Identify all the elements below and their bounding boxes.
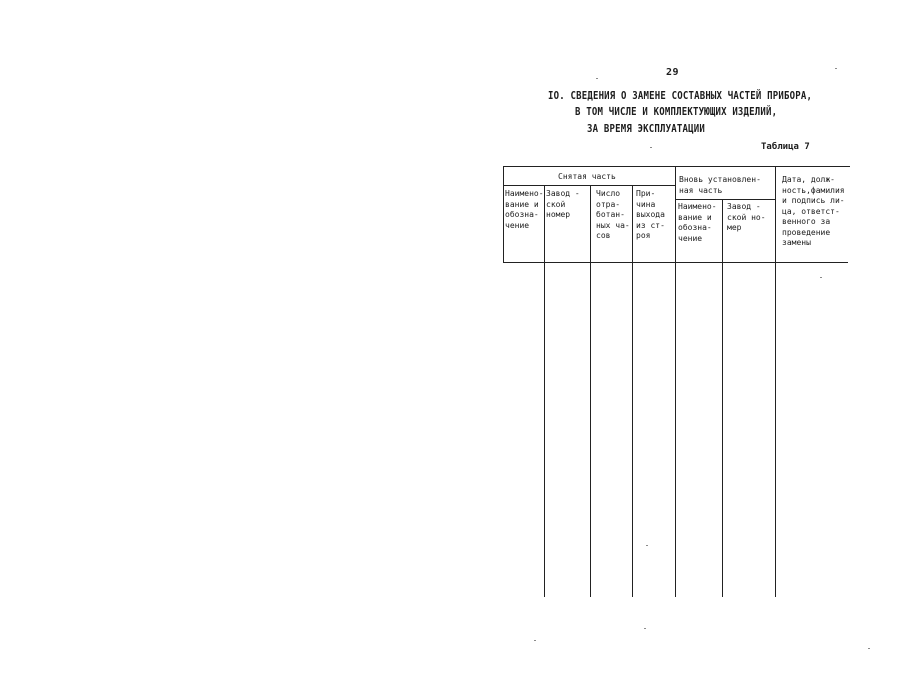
table-top-rule (503, 166, 850, 167)
table-left-edge (503, 166, 504, 263)
scan-speck (596, 78, 598, 79)
col-divider-3 (632, 185, 633, 597)
removed-reason-header: При- чина выхода из ст- роя (636, 189, 665, 240)
table-label: Таблица 7 (761, 142, 810, 152)
scan-speck (820, 277, 822, 278)
page-number: 29 (666, 67, 680, 78)
installed-group-rule (676, 199, 775, 200)
installed-serial-header: Завод - ской но- мер (727, 202, 766, 232)
col-divider-6 (775, 166, 776, 597)
section-title-line-1: IO. СВЕДЕНИЯ О ЗАМЕНЕ СОСТАВНЫХ ЧАСТЕЙ ПРИБОРА, (548, 91, 813, 103)
scan-speck (868, 648, 870, 649)
date-signature-header: Дата, долж- ность,фамилия и подпись ли- ца, ответст- венного за проведение замены (782, 175, 845, 247)
section-title-line-3: ЗА ВРЕМЯ ЭКСПЛУАТАЦИИ (587, 124, 705, 136)
installed-name-header: Наимено- вание и обозна- чение (678, 202, 717, 243)
removed-part-header: Снятая часть (558, 172, 616, 181)
scan-speck (534, 640, 536, 641)
removed-hours-header: Число отра- ботан- ных ча- сов (596, 189, 630, 240)
removed-group-rule (503, 185, 675, 186)
scan-speck (644, 628, 646, 629)
scan-speck (650, 147, 652, 148)
installed-part-header: Вновь установлен- ная часть (679, 175, 761, 195)
col-divider-2 (590, 185, 591, 597)
scan-speck (835, 68, 837, 69)
removed-serial-header: Завод - ской номер (546, 189, 580, 219)
section-title-line-2: В ТОМ ЧИСЛЕ И КОМПЛЕКТУЮЩИХ ИЗДЕЛИЙ, (575, 107, 778, 119)
col-divider-4 (675, 166, 676, 597)
col-divider-5 (722, 199, 723, 597)
removed-name-header: Наимено- вание и обозна- чение (505, 189, 544, 230)
col-divider-1 (544, 185, 545, 597)
scan-speck (646, 545, 648, 546)
